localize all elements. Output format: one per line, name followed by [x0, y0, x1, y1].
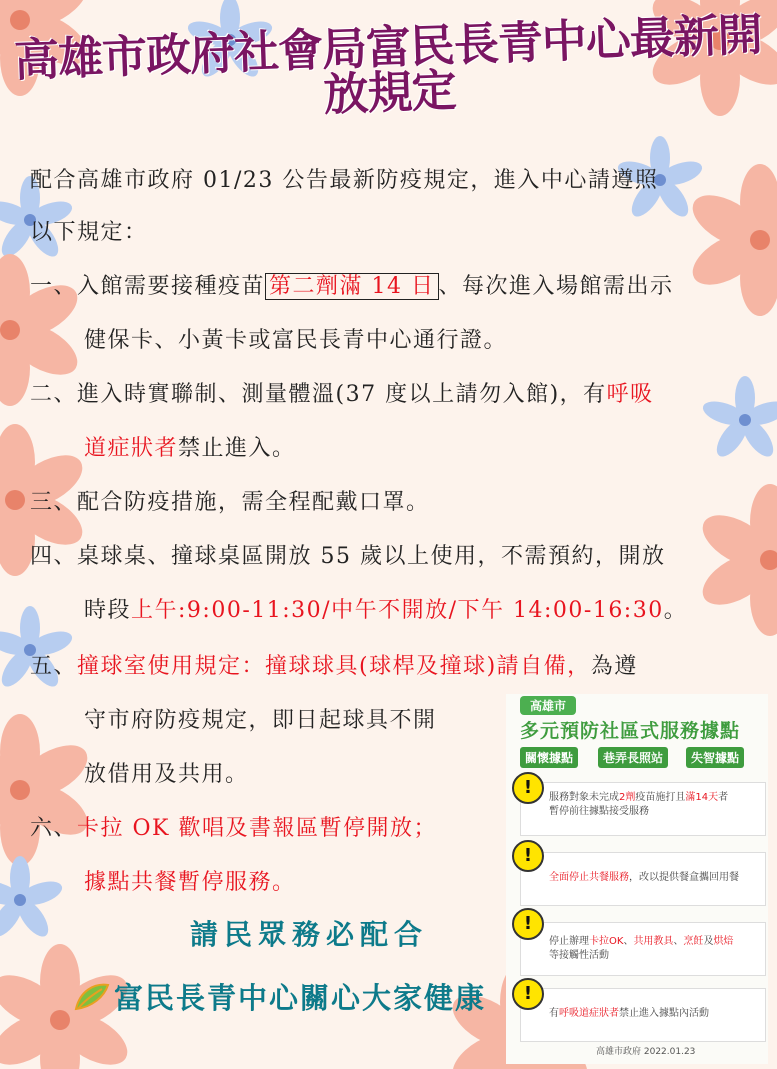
rule-1-continued: 健保卡、小黃卡或富民長青中心通行證。: [84, 328, 508, 353]
notice-3-text: 停止辦理卡拉OK、共用教具、烹飪及烘焙 等接觸性活動: [549, 936, 734, 961]
slogan: 請民眾務必配合: [190, 918, 429, 951]
notice-1-text: 服務對象未完成2劑疫苗施打且滿14天者 暫停前往據點接受服務: [549, 792, 729, 817]
rule-1-highlight: 第二劑滿 14 日: [265, 273, 438, 300]
tag-care: 關懷據點: [520, 747, 578, 768]
rule-5-red: 撞球室使用規定：撞球球具(球桿及撞球)請自備，: [77, 654, 591, 679]
notice-4: [520, 988, 766, 1042]
rule-4-hours: 上午:9:00-11:30/中午不開放/下午 14:00-16:30: [131, 598, 664, 623]
rule-2-red-cont: 道症狀者: [84, 436, 179, 461]
footer: [72, 976, 486, 1017]
warning-icon: !: [512, 772, 544, 804]
credit: 高雄市政府 2022.01.23: [596, 1047, 696, 1057]
rule-2: [30, 380, 654, 410]
rule-2-text: 二、進入時實聯制、測量體溫(37 度以上請勿入館)，有: [30, 382, 607, 407]
tag-long-term-care: 巷弄長照站: [598, 747, 668, 768]
rule-6-continued: 據點共餐暫停服務。: [84, 870, 296, 895]
rule-5-num: 五、: [30, 654, 78, 679]
footer-text: 富民長青中心關心大家健康: [114, 981, 487, 1015]
notice-3: [520, 922, 766, 976]
rule-2-red: 呼吸: [606, 382, 654, 407]
rule-4-prefix: 時段: [84, 598, 132, 623]
notice-4-text: 有呼吸道症狀者禁止進入據點內活動: [549, 1008, 709, 1019]
warning-icon: !: [512, 840, 544, 872]
poster-title: 多元預防社區式服務據點: [520, 720, 741, 742]
rule-5-continued-2: 放借用及共用。: [84, 762, 249, 787]
notice-1: [520, 782, 766, 836]
rule-5-continued-1: 守市府防疫規定，即日起球具不開: [84, 708, 437, 733]
notice-2-text: 全面停止共餐服務，改以提供餐盒攜回用餐: [549, 872, 739, 883]
rule-6: [30, 814, 437, 844]
tag-dementia: 失智據點: [686, 747, 744, 768]
rule-2-continued: [84, 434, 296, 464]
rule-1-suffix: 、每次進入場館需出示: [438, 274, 674, 299]
rule-2-cont-text: 禁止進入。: [178, 436, 296, 461]
rule-1-text: 一、入館需要接種疫苗: [30, 274, 266, 299]
warning-icon: !: [512, 908, 544, 940]
rule-1: [30, 272, 674, 302]
city-badge: 高雄市: [520, 696, 576, 715]
rule-6-red: 卡拉 OK 歡唱及書報區暫停開放；: [77, 816, 437, 841]
rule-5-black: 為遵: [590, 654, 638, 679]
rule-6-num: 六、: [30, 816, 78, 841]
warning-icon: !: [512, 978, 544, 1010]
leaf-icon: [72, 979, 112, 1015]
notice-2: [520, 852, 766, 906]
rule-4-continued: [84, 596, 687, 626]
intro-line-2: 以下規定：: [30, 220, 148, 245]
intro-line-1: 配合高雄市政府 01/23 公告最新防疫規定，進入中心請遵照: [30, 168, 659, 193]
rule-3: 三、配合防疫措施，需全程配戴口罩。: [30, 490, 430, 515]
rule-5: [30, 652, 638, 682]
rule-4: 四、桌球桌、撞球桌區開放 55 歲以上使用，不需預約，開放: [30, 544, 666, 569]
page-title: 高雄市政府社會局富民長青中心最新開放規定: [13, 7, 763, 122]
community-service-poster: [506, 694, 768, 1064]
rule-4-end: 。: [663, 598, 688, 623]
